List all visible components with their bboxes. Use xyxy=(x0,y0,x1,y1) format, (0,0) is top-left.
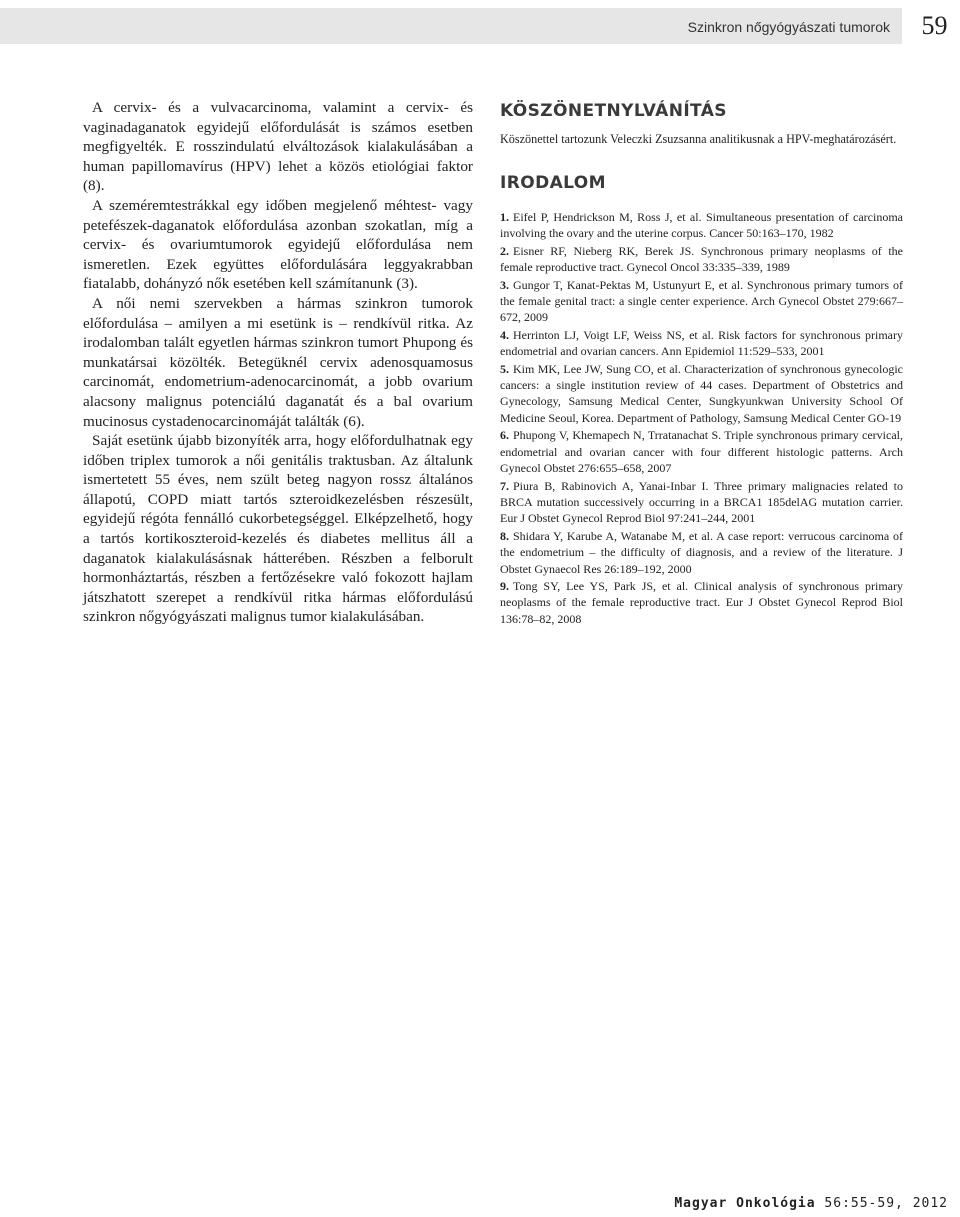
reference-item xyxy=(500,209,903,242)
reference-number: 9. xyxy=(500,578,509,593)
footer-citation xyxy=(674,1196,948,1211)
reference-number: 3. xyxy=(500,277,509,292)
reference-text: Eisner RF, Nieberg RK, Berek JS. Synchronous primary neoplasms of the female reproductive tract. Gynecol Oncol 33:335–339, 1989 xyxy=(500,243,903,275)
reference-item xyxy=(500,243,903,276)
reference-item xyxy=(500,578,903,627)
reference-number: 1. xyxy=(500,210,509,224)
reference-text: Piura B, Rabinovich A, Yanai-Inbar I. Three primary malignacies related to BRCA mutation successively occurring in a BRCA1 185delAG mutation carrier. Eur J Obstet Gynecol Reprod Biol 97:241–244, 2001 xyxy=(500,478,903,526)
running-title: Szinkron nőgyógyászati tumorok xyxy=(687,19,890,35)
reference-item xyxy=(500,478,903,527)
reference-text: Kim MK, Lee JW, Sung CO, et al. Characterization of synchronous gynecologic cancers: a single institution review of 44 cases. Department of Obstetrics and Gynecology, Samsung Medical Center, Sungkyunkwan University School Of Medicine Seoul, Korea. Department of Pathology, Samsung Medical Center GO-19 xyxy=(500,361,903,425)
reference-item xyxy=(500,361,903,427)
reference-number: 7. xyxy=(500,478,509,493)
reference-text: Shidara Y, Karube A, Watanabe M, et al. A case report: verrucous carcinoma of the endometrium – the difficulty of diagnosis, and a review of the literature. J Obstet Gynaecol Res 26:189–192, 2000 xyxy=(500,528,903,576)
reference-number: 5. xyxy=(500,361,509,376)
journal-citation: 56:55-59, 2012 xyxy=(824,1196,948,1211)
acknowledgement-text: Köszönettel tartozunk Veleczki Zsuzsanna analitikusnak a HPV-meghatározásért. xyxy=(500,132,897,146)
reference-list xyxy=(500,209,903,627)
reference-number: 8. xyxy=(500,528,509,543)
reference-item xyxy=(500,427,903,476)
reference-number: 4. xyxy=(500,327,509,342)
reference-text: Tong SY, Lee YS, Park JS, et al. Clinical analysis of synchronous primary neoplasms of the female reproductive tract. Eur J Obstet Gynecol Reprod Biol 136:78–82, 2008 xyxy=(500,578,903,626)
reference-item xyxy=(500,277,903,326)
body-paragraph: A cervix- és a vulvacarcinoma, valamint a cervix- és vaginadaganatok egyidejű előfordulását is számos esetben megfigyelték. E rosszindulatú elváltozások kialakulásában a human papillomavírus (HPV) lehet a közös etiológiai faktor (8). xyxy=(83,99,473,195)
reference-item xyxy=(500,528,903,577)
reference-item xyxy=(500,327,903,360)
reference-number: 2. xyxy=(500,243,509,258)
journal-name: Magyar Onkológia xyxy=(674,1196,816,1211)
left-column xyxy=(83,98,473,627)
reference-number: 6. xyxy=(500,428,509,443)
reference-text: Phupong V, Khemapech N, Trratanachat S. Triple synchronous primary cervical, endometrial and ovarian cancer with four different histologic patterns. Arch Gynecol Obstet 276:655–658, 2007 xyxy=(500,428,903,476)
reference-text: Herrinton LJ, Voigt LF, Weiss NS, et al. Risk factors for synchronous primary endometrial and ovarian cancers. Ann Epidemiol 11:529–533, 2001 xyxy=(500,327,903,359)
body-paragraph: A női nemi szervekben a hármas szinkron tumorok előfordulása – amilyen a mi esetünk is – rendkívül ritka. Az irodalomban talált egyetlen hármas szinkron tumort Phupong és munkatársai közölték. Betegüknél cervix adenosquamosus carcinomát, endometrium-adenocarcinomát, a jobb ovarium alacsony malignus potenciálú daganatát és a bal ovarium mucinosus cystadenocarcinomáját találták (6). xyxy=(83,294,473,430)
references-heading: IRODALOM xyxy=(500,173,606,193)
page-number: 59 xyxy=(921,11,948,40)
reference-text: Eifel P, Hendrickson M, Ross J, et al. Simultaneous presentation of carcinoma involving the ovary and the uterine corpus. Cancer 50:163–170, 1982 xyxy=(500,210,903,241)
reference-text: Gungor T, Kanat-Pektas M, Ustunyurt E, et al. Synchronous primary tumors of the female genital tract: a single center experience. Arch Gynecol Obstet 279:667–672, 2009 xyxy=(500,277,903,325)
body-paragraph: Saját esetünk újabb bizonyíték arra, hogy előfordulhatnak egy időben triplex tumorok a női genitális traktusban. Az általunk ismertetett 55 éves, nem szült beteg nagyon rossz általános állapotú, COPD miatt tartós szteroidkezelésben részesült, egyidejű régóta fennálló cukorbetegséggel. Elképzelhető, hogy a tartós kortikoszteroid-kezelés és diabetes mellitus áll a daganatok kialakulásásnak hátterében. Részben a felborult hormonháztartás, részben a fertőzésekre való fokozott hajlam játszhatott szerepet a rendkívül ritka hármas előfordulású szinkron nőgyógyászati malignus tumor kialakulásában. xyxy=(83,432,473,626)
right-column xyxy=(500,101,903,628)
body-paragraph: A szeméremtestrákkal egy időben megjelenő méhtest- vagy petefészek-daganatok előfordulása azonban szokatlan, míg a cervix- és ovariumtumorok egyidejű előfordulása nem ismeretlen. Ezek együttes előfordulására leggyakrabban fiatalabb, dohányzó nők esetében kell számítanunk (3). xyxy=(83,196,473,293)
acknowledgement-heading: KÖSZÖNETNYLVÁNÍTÁS xyxy=(500,101,727,121)
